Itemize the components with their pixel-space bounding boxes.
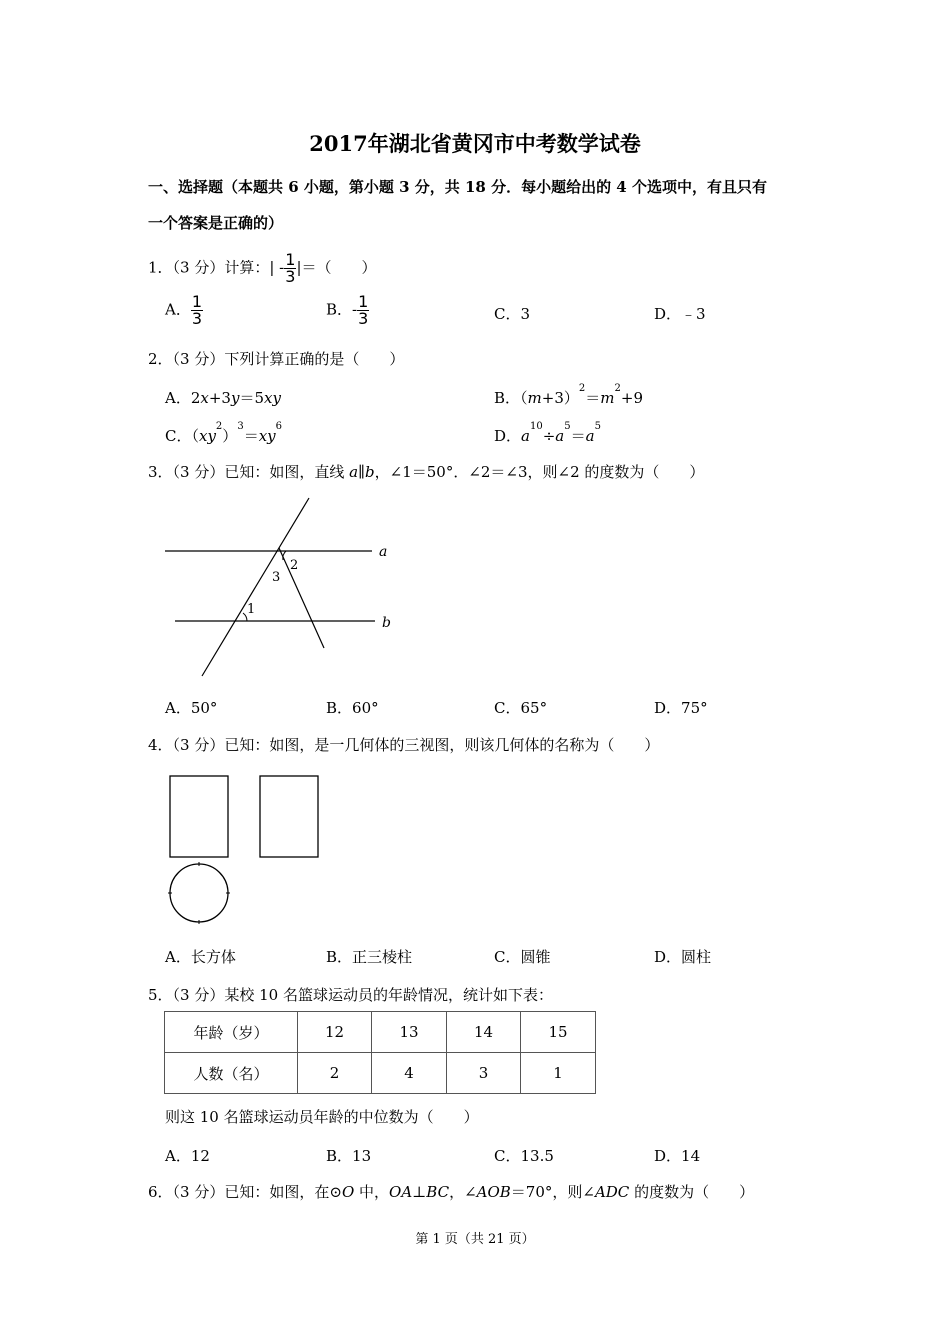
- q6-text2: 中，: [354, 1183, 390, 1201]
- q5-option-b: B．13: [326, 1147, 372, 1165]
- q1-frac-den: 3: [285, 267, 296, 286]
- question-4: 4．（3 分）已知：如图，是一几何体的三视图，则该几何体的名称为（ ）: [148, 736, 660, 754]
- q1-b-den: 3: [358, 309, 369, 328]
- q1-a-den: 3: [191, 309, 203, 328]
- fig-label-2: 2: [290, 558, 299, 573]
- table-cell: 1: [521, 1053, 596, 1094]
- q4-option-b: B．正三棱柱: [326, 948, 413, 966]
- fig-label-3: 3: [272, 570, 281, 585]
- q6-text5: ＝70°，则∠: [510, 1183, 595, 1201]
- q6-var-aob: AOB: [476, 1183, 511, 1201]
- age-table: [164, 1011, 596, 1094]
- q2-d-term2: ＝: [570, 427, 586, 445]
- q2-b-label: B．（: [494, 389, 528, 407]
- q2-b-exp2: 2: [614, 383, 621, 394]
- q5-question: 则这 10 名篮球运动员年龄的中位数为（ ）: [165, 1108, 479, 1126]
- q3-var-b: b: [365, 463, 375, 481]
- page-title: 2017年湖北省黄冈市中考数学试卷: [309, 131, 641, 156]
- q2-c-exp1: 2: [215, 421, 223, 432]
- q1-option-a-label: A．: [165, 300, 191, 319]
- q3-text1: 3．（3 分）已知：如图，直线: [148, 463, 350, 481]
- q3-parallel: ∥: [358, 463, 366, 481]
- q1-a-num: 1: [191, 292, 203, 311]
- page-footer: 第 1 页（共 21 页）: [415, 1232, 535, 1247]
- question-5: 5．（3 分）某校 10 名篮球运动员的年龄情况，统计如下表：: [148, 986, 553, 1004]
- q2-d-var-a: a: [521, 427, 530, 445]
- q3-var-a: a: [349, 463, 359, 481]
- q3-option-b: B．60°: [326, 699, 379, 717]
- q6-perp: ⊥: [412, 1183, 427, 1201]
- q1-b-num: 1: [358, 292, 369, 311]
- q6-text6: 的度数为（ ）: [629, 1183, 755, 1201]
- q3-option-a: A．50°: [165, 699, 218, 717]
- q1-option-b-label: B．: [326, 300, 353, 319]
- table-cell: 2: [298, 1053, 372, 1094]
- q2-d-exp3: 5: [594, 421, 601, 432]
- q6-text4: ，∠: [449, 1183, 477, 1201]
- q2-c-term2: ＝: [243, 427, 259, 445]
- fig-label-1: 1: [247, 602, 256, 617]
- q2-d-label: D．: [494, 427, 522, 445]
- q5-option-a: A．12: [165, 1147, 210, 1165]
- q2-a-var-y: y: [230, 389, 240, 407]
- q2-a-term2: ＝5: [239, 389, 265, 407]
- question-2: 2．（3 分）下列计算正确的是（ ）: [148, 350, 405, 368]
- q2-c-var-xy2: xy: [258, 427, 276, 445]
- q2-c-exp3: 6: [275, 421, 283, 432]
- table-row-header: 年龄（岁）: [165, 1012, 298, 1053]
- side-view-rect: [260, 776, 318, 857]
- table-cell: 15: [521, 1012, 596, 1053]
- q2-b-var-m: m: [527, 389, 542, 407]
- q2-a-term1: +3: [208, 389, 231, 407]
- q6-text1: 6．（3 分）已知：如图，在⊙: [148, 1183, 342, 1201]
- table-cell: 3: [447, 1053, 521, 1094]
- fig-label-a: a: [379, 544, 388, 560]
- q1-option-c: C．3: [494, 305, 531, 323]
- q2-c-term1: ）: [222, 427, 238, 445]
- q5-option-c: C．13.5: [494, 1147, 554, 1165]
- q3-text3: ，∠1＝50°．∠2＝∠3，则∠2 的度数为（ ）: [374, 463, 705, 481]
- q2-d-var-a3: a: [585, 427, 595, 445]
- q6-var-o: O: [341, 1183, 355, 1201]
- q4-option-a: A．长方体: [165, 948, 236, 966]
- q2-c-exp2: 3: [237, 421, 244, 432]
- q1-option-d: D．﹣3: [654, 305, 706, 323]
- section-heading-line1: 一、选择题（本题共 6 小题，第小题 3 分，共 18 分．每小题给出的 4 个选项中，有且只有: [148, 178, 767, 196]
- q2-d-exp2: 5: [564, 421, 571, 432]
- q2-b-term1: +3）: [541, 389, 579, 407]
- q4-option-d: D．圆柱: [654, 948, 712, 966]
- table-row: [165, 1053, 596, 1094]
- q1-prefix: 1．（3 分）计算：| -: [148, 258, 285, 277]
- question-6: [148, 1181, 754, 1202]
- q6-var-bc: BC: [426, 1183, 450, 1201]
- fig-label-b: b: [382, 615, 391, 631]
- table-cell: 13: [372, 1012, 447, 1053]
- q1-suffix: |＝（ ）: [296, 258, 377, 277]
- top-view-circle: [170, 864, 228, 922]
- q2-b-term2: ＝: [585, 389, 601, 407]
- q2-b-var-m2: m: [600, 389, 615, 407]
- table-row: [165, 1012, 596, 1053]
- q2-a-label: A．2: [165, 389, 201, 407]
- q2-b-term3: +9: [620, 389, 644, 407]
- q6-var-adc: ADC: [594, 1183, 630, 1201]
- section-heading-line2: 一个答案是正确的）: [148, 214, 284, 232]
- q2-d-var-a2: a: [555, 427, 565, 445]
- q2-c-var-xy: xy: [198, 427, 216, 445]
- q3-option-d: D．75°: [654, 699, 708, 717]
- q5-option-d: D．14: [654, 1147, 701, 1165]
- q2-d-exp1: 10: [529, 421, 543, 432]
- table-cell: 14: [447, 1012, 521, 1053]
- q1-frac-num: 1: [285, 250, 296, 269]
- front-view-rect: [170, 776, 228, 857]
- table-cell: 12: [298, 1012, 372, 1053]
- q6-var-oa: OA: [389, 1183, 413, 1201]
- q2-b-exp1: 2: [578, 383, 586, 394]
- q2-c-label: C．（: [165, 427, 199, 445]
- table-cell: 4: [372, 1053, 447, 1094]
- q2-d-term1: ÷: [542, 427, 556, 445]
- q2-a-var-xy: xy: [264, 389, 281, 407]
- q2-a-var-x: x: [200, 389, 209, 407]
- q1-option-b-sign: -: [352, 300, 358, 319]
- q4-option-c: C．圆锥: [494, 948, 551, 966]
- q3-option-c: C．65°: [494, 699, 548, 717]
- table-row-header: 人数（名）: [165, 1053, 298, 1094]
